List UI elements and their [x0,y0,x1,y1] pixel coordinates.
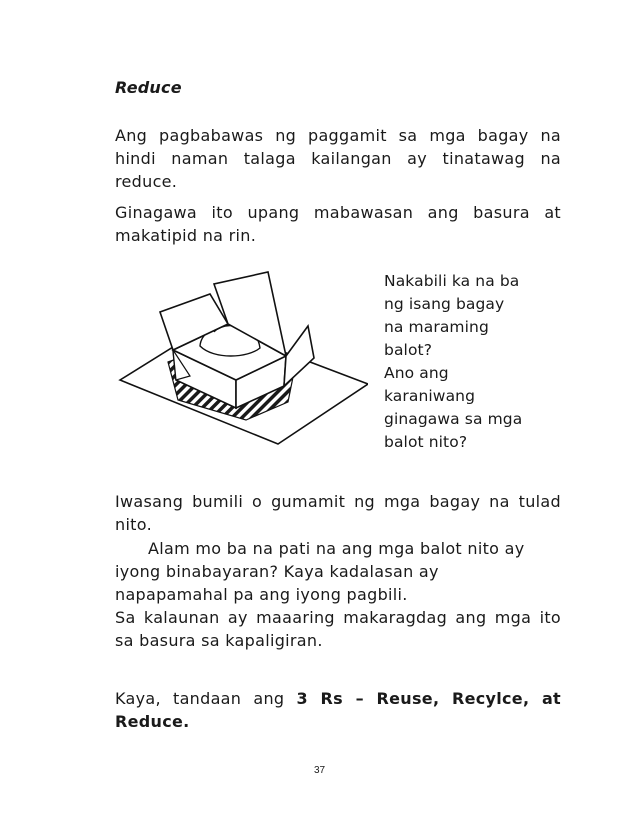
paragraph-reminder [115,687,561,733]
text-line: Alam mo ba na pati na ang mga balot nito ay [148,539,525,558]
paragraph-definition [115,124,561,193]
reminder-prefix: Kaya, tandaan ang [115,689,297,708]
text-line: nito. [115,515,152,534]
box-with-wrapping-illustration [118,262,368,452]
page-number: 37 [313,765,326,776]
text-line: iyong binabayaran? Kaya kadalasan ay [115,562,439,581]
side-question-2 [384,362,522,454]
paragraph-packaging-cost [115,537,561,652]
paragraph-purpose [115,201,561,247]
text-line: balot nito? [384,433,468,451]
text-line: sa basura sa kapaligiran. [115,631,323,650]
text-line [115,710,561,733]
paragraph-avoid [115,490,561,536]
text-line: hindi naman talaga kailangan ay tinatawag na [115,149,561,168]
text-line: ng isang bagay [384,295,505,313]
text-line: Iwasang bumili o gumamit ng mga bagay na tulad [115,492,561,511]
text-line: reduce. [115,172,178,191]
text-line: balot? [384,341,433,359]
three-rs-text: 3 Rs – Reuse, Recylce, at [296,689,561,708]
text-line: Sa kalaunan ay maaaring makaragdag ang mga ito [115,608,561,627]
text-line: Nakabili ka na ba [384,272,520,290]
section-heading: Reduce [115,78,182,97]
text-line: makatipid na rin. [115,226,257,245]
text-line [115,687,561,710]
text-line: Ano ang [384,364,449,382]
text-line: karaniwang [384,387,476,405]
side-question-1 [384,270,519,362]
text-line: Ginagawa ito upang mabawasan ang basura at [115,203,561,222]
text-line: na maraming [384,318,489,336]
text-line: Ang pagbabawas ng paggamit sa mga bagay na [115,126,561,145]
text-line: ginagawa sa mga [384,410,523,428]
reduce-emphasis: Reduce. [115,712,190,731]
text-line: napapamahal pa ang iyong pagbili. [115,585,408,604]
